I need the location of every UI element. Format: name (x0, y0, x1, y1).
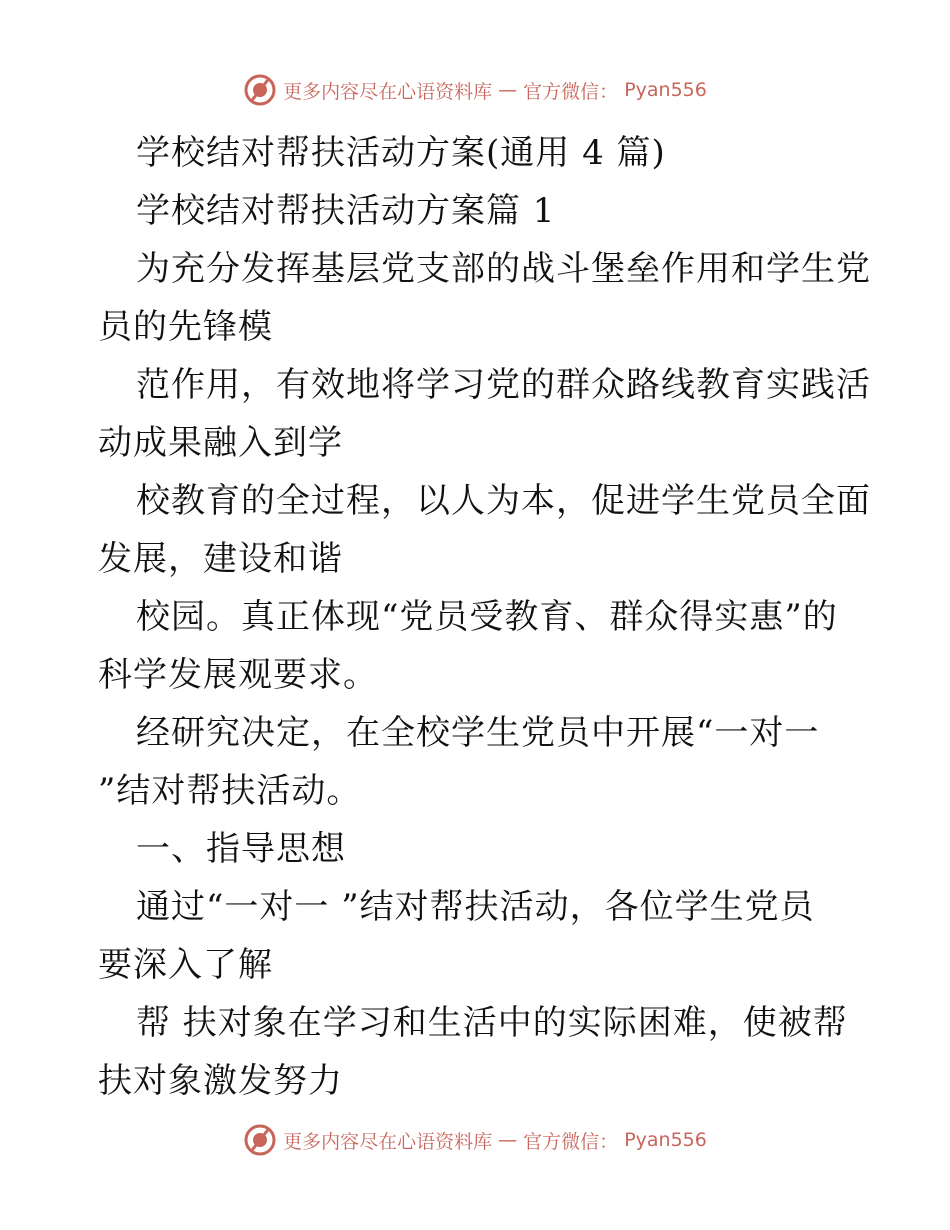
document-body (98, 124, 871, 1110)
document-line: ”结对帮扶活动。 (98, 771, 362, 811)
banner-dash: — (498, 79, 518, 101)
banner-contact: Pyan556 (624, 79, 707, 101)
seal-logo-icon (243, 73, 277, 107)
document-line: 帮 扶对象在学习和生活中的实际困难，使被帮 (136, 1003, 848, 1043)
document-line: 范作用，有效地将学习党的群众路线教育实践活 (136, 365, 871, 405)
document-line: 扶对象激发努力 (98, 1061, 343, 1101)
document-line: 学校结对帮扶活动方案(通用 4 篇) (136, 133, 666, 173)
banner-contact: Pyan556 (624, 1129, 707, 1151)
document-line: 一、指导思想 (136, 829, 346, 869)
document-line: 校园。真正体现“党员受教育、群众得实惠”的 (136, 597, 838, 637)
banner-title: 更多内容尽在心语资料库 (283, 80, 493, 103)
document-line: 学校结对帮扶活动方案篇 1 (136, 191, 556, 231)
banner-dash: — (498, 1129, 518, 1151)
banner-label: 官方微信： (523, 80, 619, 103)
footer-watermark (0, 1120, 950, 1160)
seal-logo-icon (243, 1123, 277, 1157)
document-line: 校教育的全过程，以人为本，促进学生党员全面 (136, 481, 871, 521)
header-watermark (0, 70, 950, 110)
document-line: 经研究决定，在全校学生党员中开展“一对一 (136, 713, 820, 753)
document-line: 科学发展观要求。 (98, 655, 378, 695)
document-line: 发展，建设和谐 (98, 539, 343, 579)
document-line: 为充分发挥基层党支部的战斗堡垒作用和学生党 (136, 249, 871, 289)
document-line: 通过“一对一 ”结对帮扶活动，各位学生党员 (136, 887, 815, 927)
document-line: 员的先锋模 (98, 307, 273, 347)
banner-label: 官方微信： (523, 1130, 619, 1153)
document-line: 要深入了解 (98, 945, 273, 985)
document-line: 动成果融入到学 (98, 423, 343, 463)
banner-title: 更多内容尽在心语资料库 (283, 1130, 493, 1153)
